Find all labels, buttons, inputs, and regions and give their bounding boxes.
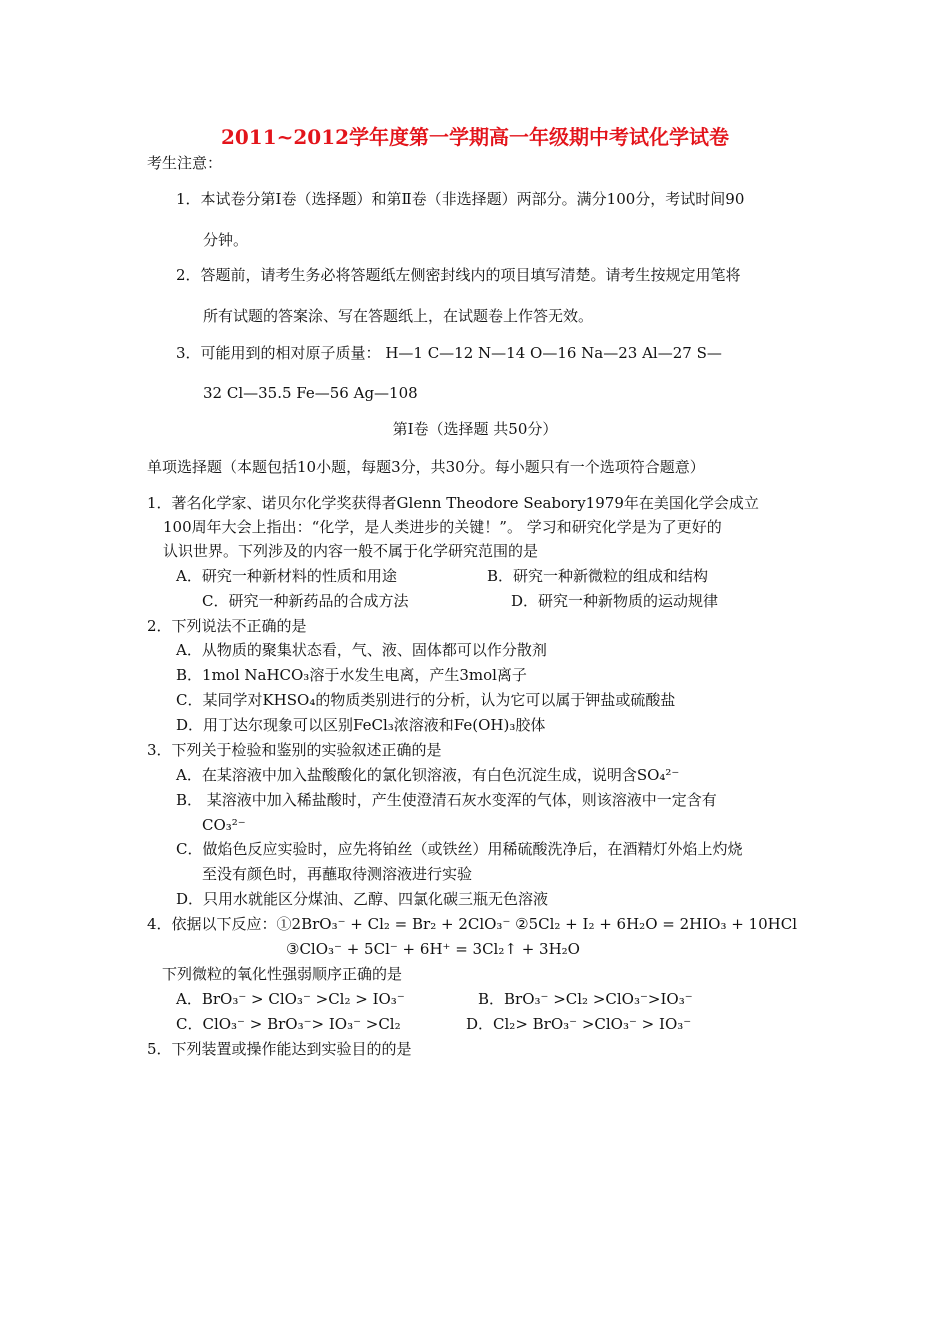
q4-option-b: B．BrO₃⁻ >Cl₂ >ClO₃⁻>IO₃⁻ (478, 990, 693, 1008)
q2-stem: 2．下列说法不正确的是 (147, 617, 307, 635)
q3-stem: 3．下列关于检验和鉴别的实验叙述正确的是 (147, 741, 442, 759)
section-title: 第Ⅰ卷（选择题 共50分） (392, 420, 558, 438)
q4-stem: 下列微粒的氧化性强弱顺序正确的是 (162, 965, 403, 983)
q3-option-b-line-2: CO₃²⁻ (202, 816, 246, 834)
q3-option-c-line-2: 至没有颜色时，再蘸取待测溶液进行实验 (202, 865, 473, 883)
notice-heading: 考生注意： (147, 154, 223, 172)
q1-option-c: C．研究一种新药品的合成方法 (202, 592, 409, 610)
notice-3-line-2: 32 Cl—35.5 Fe—56 Ag—108 (203, 384, 418, 402)
notice-1-line-1: 1．本试卷分第Ⅰ卷（选择题）和第Ⅱ卷（非选择题）两部分。满分100分，考试时间90 (176, 190, 745, 208)
q2-option-d: D．用丁达尔现象可以区别FeCl₃浓溶液和Fe(OH)₃胶体 (176, 716, 546, 734)
q4-option-d: D．Cl₂> BrO₃⁻ >ClO₃⁻ > IO₃⁻ (466, 1015, 692, 1033)
q3-option-c-line-1: C．做焰色反应实验时，应先将铂丝（或铁丝）用稀硫酸洗净后，在酒精灯外焰上灼烧 (176, 840, 743, 858)
q4-reactions-line-1: 4．依据以下反应：①2BrO₃⁻ + Cl₂ = Br₂ + 2ClO₃⁻ ②5Cl₂ + I₂ + 6H₂O = 2HIO₃ + 10HCl (147, 915, 798, 933)
q2-option-c: C．某同学对KHSO₄的物质类别进行的分析，认为它可以属于钾盐或硫酸盐 (176, 691, 676, 709)
q1-option-d: D．研究一种新物质的运动规律 (511, 592, 719, 610)
q3-option-b-line-1: B． 某溶液中加入稀盐酸时，产生使澄清石灰水变浑的气体，则该溶液中一定含有 (176, 791, 717, 809)
q1-option-a: A．研究一种新材料的性质和用途 (176, 567, 397, 585)
notice-2-line-1: 2．答题前，请考生务必将答题纸左侧密封线内的项目填写清楚。请考生按规定用笔将 (176, 266, 741, 284)
q2-option-a: A．从物质的聚集状态看，气、液、固体都可以作分散剂 (176, 641, 547, 659)
q4-option-c: C．ClO₃⁻ > BrO₃⁻> IO₃⁻ >Cl₂ (176, 1015, 401, 1033)
q4-reactions-line-2: ③ClO₃⁻ + 5Cl⁻ + 6H⁺ = 3Cl₂↑ + 3H₂O (286, 940, 580, 958)
notice-1-line-2: 分钟。 (203, 231, 249, 249)
q5-stem: 5．下列装置或操作能达到实验目的的是 (147, 1040, 412, 1058)
q3-option-d: D．只用水就能区分煤油、乙醇、四氯化碳三瓶无色溶液 (176, 890, 549, 908)
notice-3-line-1: 3．可能用到的相对原子质量： H—1 C—12 N—14 O—16 Na—23 Al—27 S— (176, 344, 722, 362)
q1-line-1: 1．著名化学家、诺贝尔化学奖获得者Glenn Theodore Seabory1979年在美国化学会成立 (147, 494, 759, 512)
q1-line-3: 认识世界。下列涉及的内容一般不属于化学研究范围的是 (163, 542, 539, 560)
part-heading: 单项选择题（本题包括10小题，每题3分，共30分。每小题只有一个选项符合题意） (147, 458, 705, 476)
q1-option-b: B．研究一种新微粒的组成和结构 (487, 567, 709, 585)
q4-option-a: A．BrO₃⁻ > ClO₃⁻ >Cl₂ > IO₃⁻ (176, 990, 405, 1008)
notice-2-line-2: 所有试题的答案涂、写在答题纸上，在试题卷上作答无效。 (203, 307, 594, 325)
q2-option-b: B．1mol NaHCO₃溶于水发生电离，产生3mol离子 (176, 666, 527, 684)
q1-line-2: 100周年大会上指出：“化学，是人类进步的关键！”。 学习和研究化学是为了更好的 (163, 518, 722, 536)
page-title: 2011~2012学年度第一学期高一年级期中考试化学试卷 (220, 125, 730, 149)
q3-option-a: A．在某溶液中加入盐酸酸化的氯化钡溶液，有白色沉淀生成，说明含SO₄²⁻ (176, 766, 680, 784)
